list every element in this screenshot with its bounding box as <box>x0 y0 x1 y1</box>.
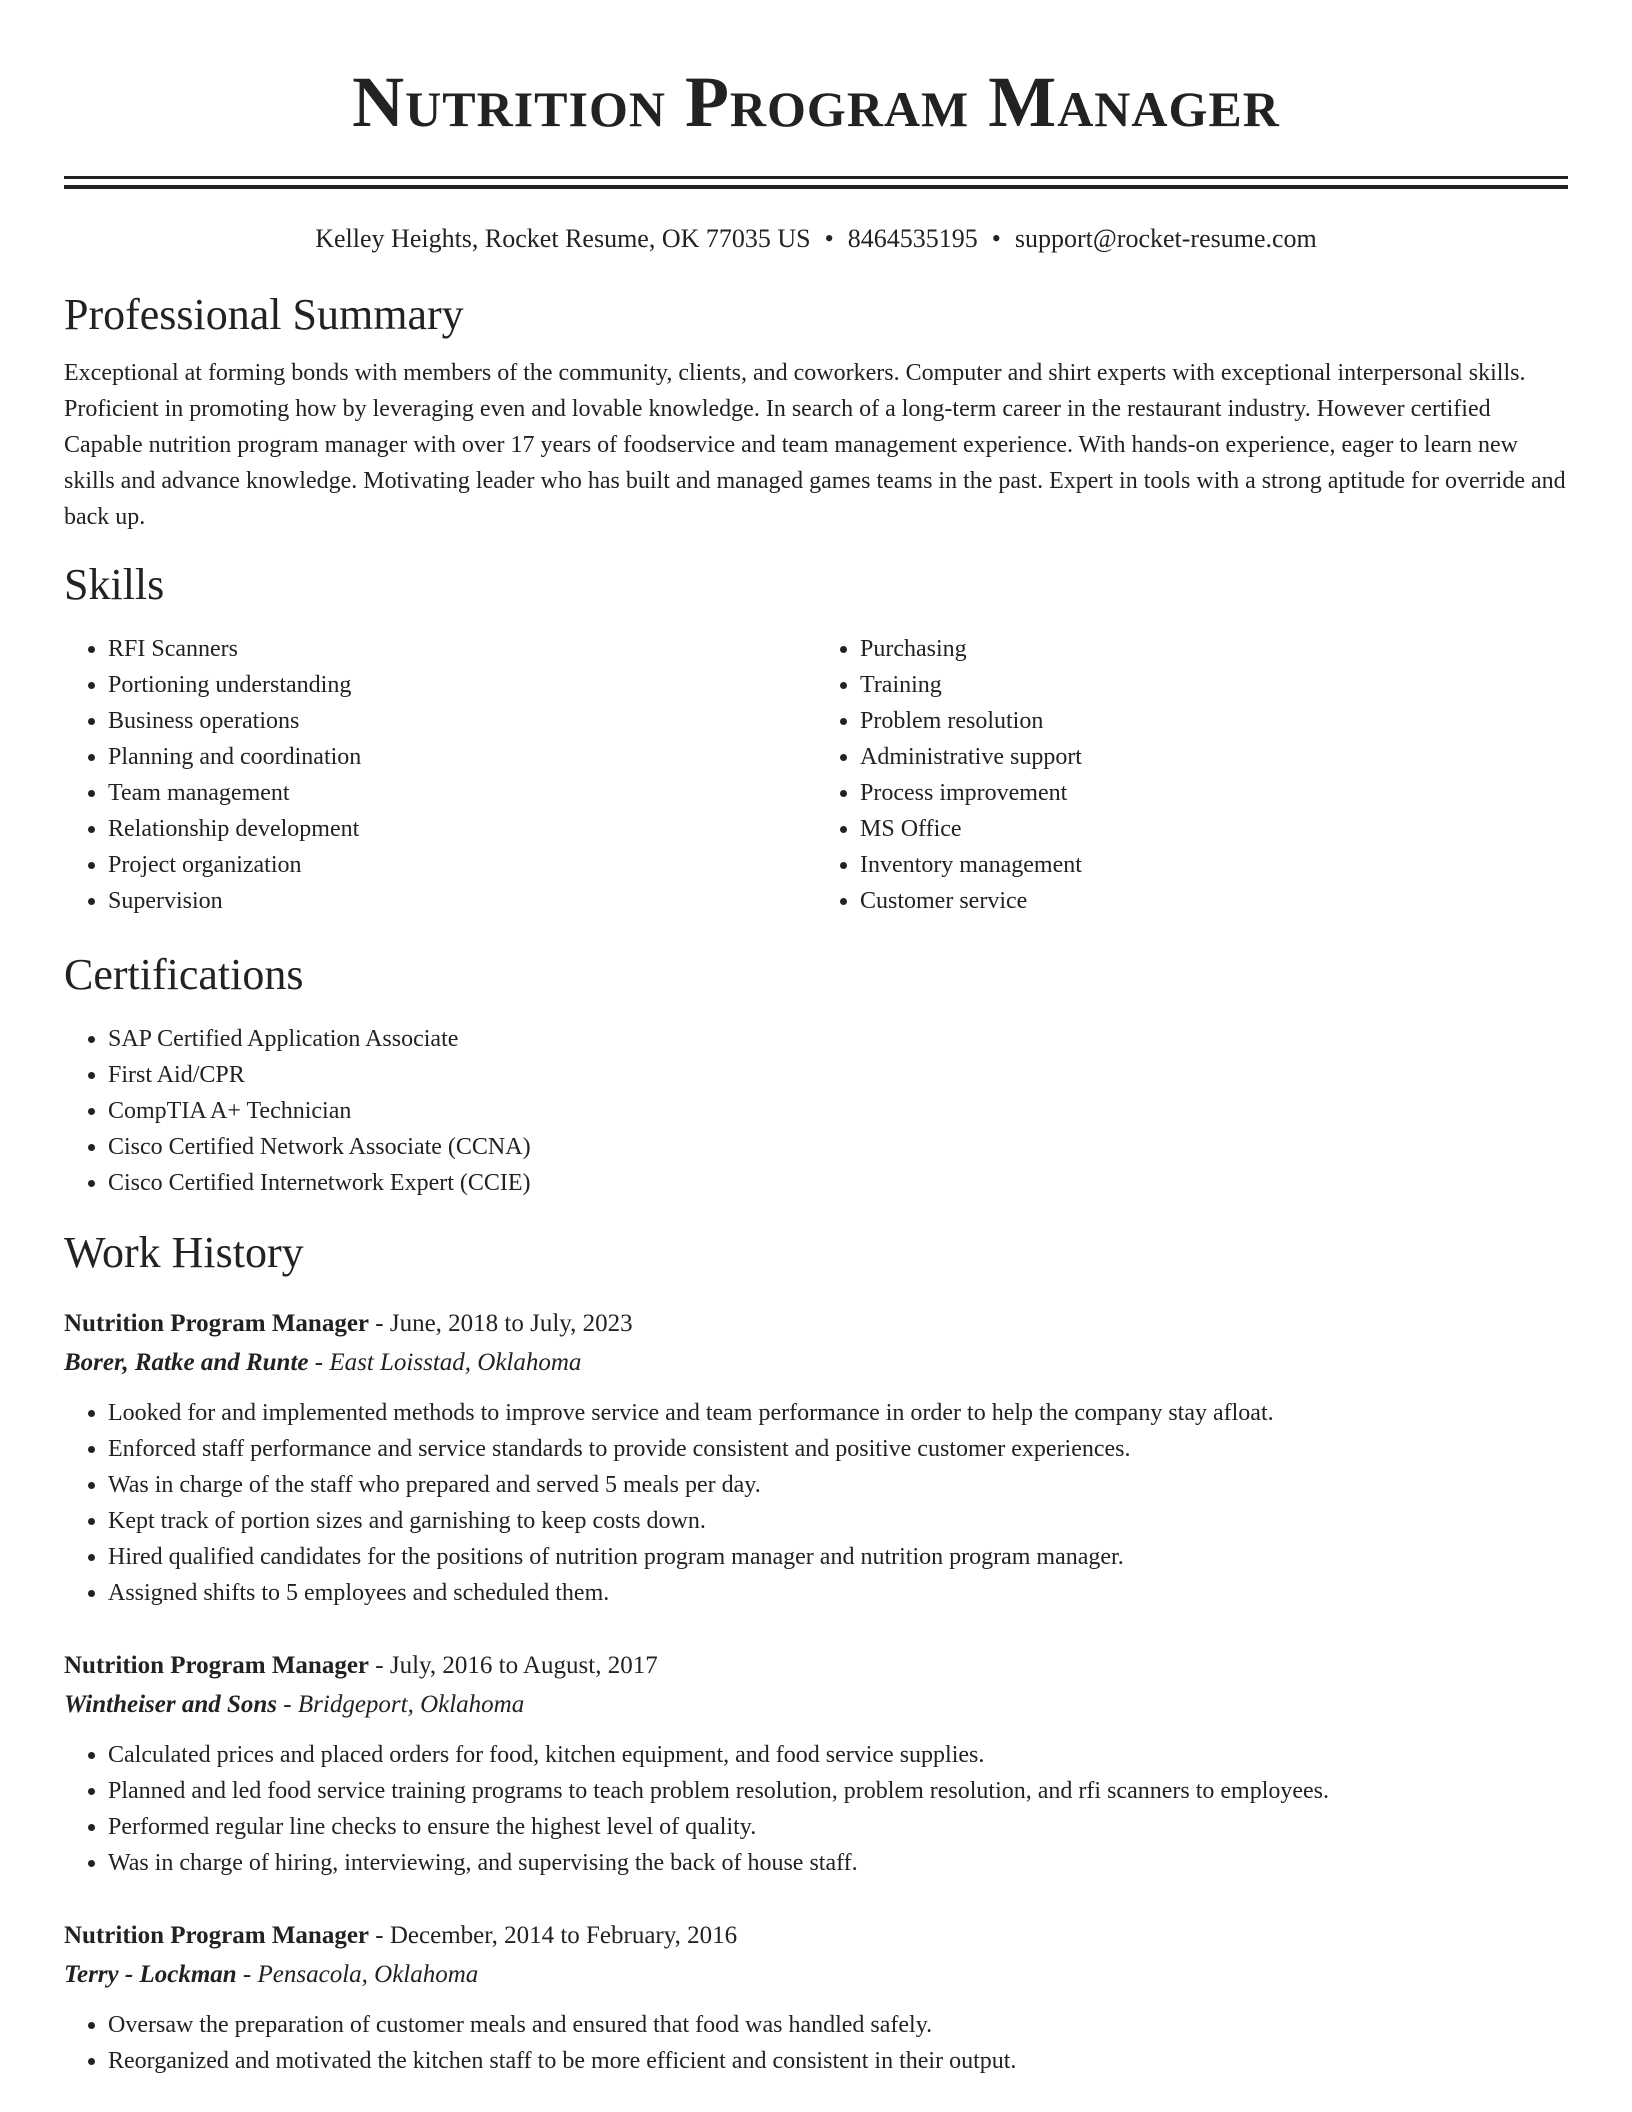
job-title-line <box>64 1305 1568 1343</box>
job-location: - Bridgeport, Oklahoma <box>277 1691 525 1718</box>
work-history-heading: Work History <box>64 1228 304 1277</box>
skill-item: • Team management <box>108 775 816 811</box>
job-company: Wintheiser and Sons <box>64 1691 278 1718</box>
job-company-line <box>64 1955 1568 1995</box>
job-entry <box>64 1305 1568 1611</box>
certification-item: • Cisco Certified Internetwork Expert (CCIE) <box>108 1165 1568 1201</box>
job-bullets <box>64 1737 1568 1881</box>
skill-item: • Problem resolution <box>860 703 1568 739</box>
contact-phone: 8464535195 <box>847 224 978 253</box>
skills-heading: Skills <box>64 560 165 609</box>
job-bullet: • Assigned shifts to 5 employees and scheduled them. <box>108 1575 1568 1611</box>
skill-item: • Process improvement <box>860 775 1568 811</box>
skill-item: • Purchasing <box>860 631 1568 667</box>
job-company-line <box>64 1685 1568 1725</box>
job-bullet: • Performed regular line checks to ensure the highest level of quality. <box>108 1809 1568 1845</box>
job-bullet: • Kept track of portion sizes and garnishing to keep costs down. <box>108 1503 1568 1539</box>
job-company: Borer, Ratke and Runte <box>64 1349 309 1376</box>
resume-title: Nutrition Program Manager <box>352 62 1280 142</box>
job-bullet: • Was in charge of hiring, interviewing, and supervising the back of house staff. <box>108 1845 1568 1881</box>
skills-list-left <box>64 631 816 919</box>
job-location: - Pensacola, Oklahoma <box>236 1961 479 1988</box>
job-bullets <box>64 2007 1568 2079</box>
job-bullet: • Calculated prices and placed orders for food, kitchen equipment, and food service supplies. <box>108 1737 1568 1773</box>
job-bullet: • Was in charge of the staff who prepared and served 5 meals per day. <box>108 1467 1568 1503</box>
job-bullet: • Reorganized and motivated the kitchen staff to be more efficient and consistent in their output. <box>108 2043 1568 2079</box>
job-dates: - June, 2018 to July, 2023 <box>369 1310 633 1337</box>
job-title-line <box>64 1647 1568 1685</box>
summary-heading: Professional Summary <box>64 290 464 339</box>
job-dates: - July, 2016 to August, 2017 <box>369 1652 658 1679</box>
job-location: - East Loisstad, Oklahoma <box>308 1349 582 1376</box>
job-bullets <box>64 1395 1568 1611</box>
job-title-line <box>64 1917 1568 1955</box>
certification-item: • Cisco Certified Network Associate (CCNA) <box>108 1129 1568 1165</box>
job-entry <box>64 1917 1568 2079</box>
certification-item: • First Aid/CPR <box>108 1057 1568 1093</box>
skill-item: • Supervision <box>108 883 816 919</box>
skill-item: • RFI Scanners <box>108 631 816 667</box>
contact-email: support@rocket-resume.com <box>1014 224 1317 253</box>
skill-item: • Business operations <box>108 703 816 739</box>
header-rule-top <box>64 176 1568 179</box>
skill-item: • Planning and coordination <box>108 739 816 775</box>
header-rule-bottom <box>64 185 1568 189</box>
job-bullet: • Looked for and implemented methods to improve service and team performance in order to help the company stay afloat. <box>108 1395 1568 1431</box>
job-bullet: • Oversaw the preparation of customer meals and ensured that food was handled safely. <box>108 2007 1568 2043</box>
certification-item: • SAP Certified Application Associate <box>108 1021 1568 1057</box>
contact-separator: • <box>824 224 834 253</box>
skill-item: • Relationship development <box>108 811 816 847</box>
skills-columns <box>64 631 1568 919</box>
skill-item: • Inventory management <box>860 847 1568 883</box>
job-title: Nutrition Program Manager <box>64 1310 370 1337</box>
skill-item: • Training <box>860 667 1568 703</box>
job-title: Nutrition Program Manager <box>64 1652 370 1679</box>
summary-text: Exceptional at forming bonds with members of the community, clients, and coworkers. Computer and shirt experts with exceptional interpersonal skills. Proficient in promoting how by leveraging even and lovable knowledge. In search of a long-term career in the restaurant industry. However certified Capable nutrition program manager with over 17 years of foodservice and team management experience. With hands-on experience, eager to learn new skills and advance knowledge. Motivating leader who has built and managed games teams in the past. Expert in tools with a strong aptitude for override and back up. <box>64 360 1566 530</box>
skill-item: • Customer service <box>860 883 1568 919</box>
certifications-list <box>64 1021 1568 1201</box>
job-entry <box>64 1647 1568 1881</box>
contact-address: Kelley Heights, Rocket Resume, OK 77035 US <box>315 224 811 253</box>
skill-item: • Project organization <box>108 847 816 883</box>
contact-separator: • <box>991 224 1001 253</box>
skill-item: • Portioning understanding <box>108 667 816 703</box>
certifications-heading: Certifications <box>64 950 304 999</box>
contact-line <box>64 219 1568 259</box>
job-company-line <box>64 1343 1568 1383</box>
certification-item: • CompTIA A+ Technician <box>108 1093 1568 1129</box>
job-bullet: • Planned and led food service training programs to teach problem resolution, problem resolution, and rfi scanners to employees. <box>108 1773 1568 1809</box>
skill-item: • Administrative support <box>860 739 1568 775</box>
skill-item: • MS Office <box>860 811 1568 847</box>
skills-list-right <box>816 631 1568 919</box>
job-title: Nutrition Program Manager <box>64 1922 370 1949</box>
job-bullet: • Hired qualified candidates for the positions of nutrition program manager and nutrition program manager. <box>108 1539 1568 1575</box>
job-dates: - December, 2014 to February, 2016 <box>369 1922 738 1949</box>
job-company: Terry - Lockman <box>64 1961 237 1988</box>
job-bullet: • Enforced staff performance and service standards to provide consistent and positive customer experiences. <box>108 1431 1568 1467</box>
